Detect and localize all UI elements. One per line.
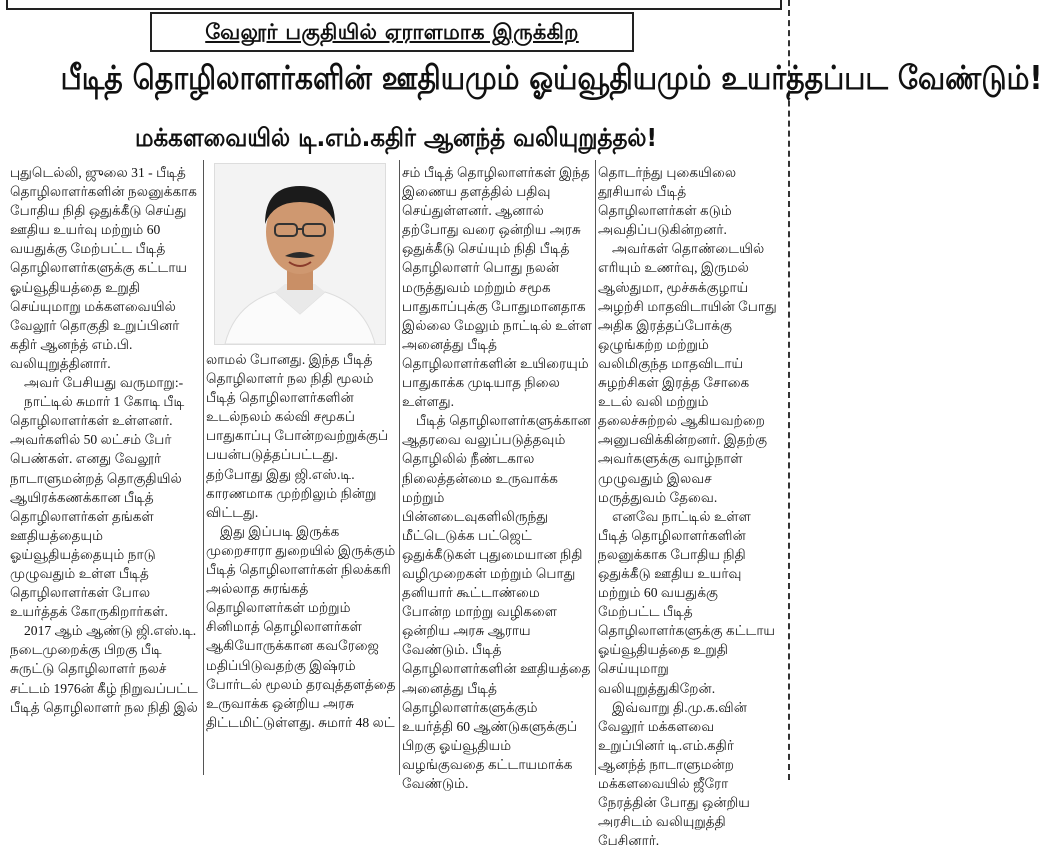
paragraph: அவர்கள் தொண்டையில் எரியும் உணர்வு, இருமல் ஆஸ்துமா, மூச்சுக்குழாய் அழற்சி மாதவிடாயின் போது அதிக இரத்தப்போக்கு ஒழுங்கற்ற மற்றும் வலிமிகுந்த மாதவிடாய் சுழற்சிகள் இரத்த சோகை உடல் வலி மற்றும் தலைச்சுற்றல் ஆகியவற்றை அனுபவிக்கின்றனர். இதற்கு அவர்களுக்கு வாழ்நாள் முழுவதும் இலவச மருத்துவம் தேவை. xyxy=(598,241,777,505)
column-divider xyxy=(595,160,596,775)
portrait-photo xyxy=(214,163,386,345)
paragraph: அவர் பேசியது வருமாறு:- xyxy=(24,375,184,391)
paragraph: இவ்வாறு தி.மு.க.வின் வேலூர் மக்களவை உறுப்பினர் டி.எம்.கதிர் ஆனந்த் நாடாளுமன்ற மக்களவையில் ஜீரோ நேரத்தின் போது ஒன்றிய அரசிடம் வலியுறுத்தி பேசினார். xyxy=(598,699,750,849)
article-column-4 xyxy=(598,163,778,850)
article-column-1 xyxy=(10,163,200,717)
column-divider xyxy=(399,160,400,775)
column-divider xyxy=(203,160,204,775)
paragraph: புதுடெல்லி, ஜுலை 31 - பீடித் தொழிலாளர்களின் நலனுக்காக போதிய நிதி ஒதுக்கீடு செய்து ஊதிய உயர்வு மற்றும் 60 வயதுக்கு மேற்பட்ட பீடித் தொழிலாளர்களுக்கு கட்டாய ஓய்வூதியத்தை உறுதி செய்யுமாறு மக்களவையில் வேலூர் தொகுதி உறுப்பினர் கதிர் ஆனந்த் எம்.பி. வலியுறுத்தினார். xyxy=(10,165,197,371)
paragraph: எனவே நாட்டில் உள்ள பீடித் தொழிலாளர்களின் நலனுக்காக போதிய நிதி ஒதுக்கீடு ஊதிய உயர்வு மற்றும் 60 வயதுக்கு மேற்பட்ட பீடித் தொழிலாளர்களுக்கு கட்டாய ஓய்வூதியத்தை உறுதி செய்யுமாறு வலியுறுத்துகிறேன். xyxy=(598,508,776,696)
main-headline: பீடித் தொழிலாளர்களின் ஊதியமும் ஓய்வூதியமும் உயர்த்தப்பட வேண்டும்! xyxy=(60,58,1042,97)
paragraph: சம் பீடித் தொழிலாளர்கள் இந்த இணைய தளத்தில் பதிவு செய்துள்ளனர். ஆனால் தற்போது வரை ஒன்றிய அரசு ஒதுக்கீடு செய்யும் நிதி பீடித் தொழிலாளர் பொது நலன் மருத்துவம் மற்றும் சமூக பாதுகாப்புக்கு போதுமானதாக இல்லை மேலும் நாட்டில் உள்ள அனைத்து பீடித் தொழிலாளர்களின் உயிரையும் பாதுகாக்க முடியாத நிலை உள்ளது. xyxy=(402,165,592,410)
sub-headline: மக்களவையில் டி.எம்.கதிர் ஆனந்த் வலியுறுத்தல்! xyxy=(134,123,658,152)
paragraph: இது இப்படி இருக்க முறைசாரா துறையில் இருக்கும் பீடித் தொழிலாளர்கள் நிலக்கரி அல்லாத சுரங்கத் தொழிலாளர்கள் மற்றும் சினிமாத் தொழிலாளர்கள் ஆகியோருக்கான கவரேஜை மதிப்பிடுவதற்கு இஷ்ரம் போர்டல் மூலம் தரவுத்தளத்தை உருவாக்க ஒன்றிய அரசு திட்டமிட்டுள்ளது. சுமார் 48 லட் xyxy=(206,523,396,730)
right-column-rule xyxy=(788,0,790,780)
paragraph: 2017 ஆம் ஆண்டு ஜி.எஸ்.டி. நடைமுறைக்கு பிறகு பீடி சுருட்டு தொழிலாளர் நலச் சட்டம் 1976ன் கீழ் நிறுவப்பட்ட பீடித் தொழிலாளர் நல நிதி இல் xyxy=(10,623,198,715)
article-column-2 xyxy=(206,350,396,732)
article-column-3 xyxy=(402,163,592,793)
paragraph: லாமல் போனது. இந்த பீடித் தொழிலாளர் நல நிதி மூலம் பீடித் தொழிலாளர்களின் உடல்நலம் கல்வி சமூகப் பாதுகாப்பு போன்றவற்றுக்குப் பயன்படுத்தப்பட்டது. தற்போது இது ஜி.எஸ்.டி. காரணமாக முற்றிலும் நின்று விட்டது. xyxy=(206,352,389,520)
paragraph: பீடித் தொழிலாளர்களுக்கான ஆதரவை வலுப்படுத்தவும் தொழிலில் நீண்டகால நிலைத்தன்மை உருவாக்க மற்றும் பின்னடைவுகளிலிருந்து மீட்டெடுக்க பட்ஜெட் ஒதுக்கீடுகள் புதுமையான நிதி வழிமுறைகள் மற்றும் பொது தனியார் கூட்டாண்மை போன்ற மாற்று வழிகளை ஒன்றிய அரசு ஆராய வேண்டும். பீடித் தொழிலாளர்களின் ஊதியத்தை அனைத்து பீடித் தொழிலாளர்களுக்கும் உயர்த்தி 60 ஆண்டுகளுக்குப் பிறகு ஓய்வூதியம் வழங்குவதை கட்டாயமாக்க வேண்டும். xyxy=(402,413,591,791)
paragraph: தொடர்ந்து புகையிலை தூசியால் பீடித் தொழிலாளர்கள் கடும் அவதிப்படுகின்றனர். xyxy=(598,165,737,238)
kicker-headline: வேலூர் பகுதியில் ஏராளமாக இருக்கிற xyxy=(150,12,634,52)
top-frame xyxy=(6,0,782,10)
paragraph: நாட்டில் சுமார் 1 கோடி பீடி தொழிலாளர்கள் உள்ளனர். அவர்களில் 50 லட்சம் பேர் பெண்கள். எனது வேலூர் நாடாளுமன்றத் தொகுதியில் ஆயிரக்கணக்கான பீடித் தொழிலாளர்கள் தங்கள் ஊதியத்தையும் ஓய்வூதியத்தையும் நாடு முழுவதும் உள்ள பீடித் தொழிலாளர்கள் போல உயர்த்தக் கோருகிறார்கள். xyxy=(10,394,185,620)
